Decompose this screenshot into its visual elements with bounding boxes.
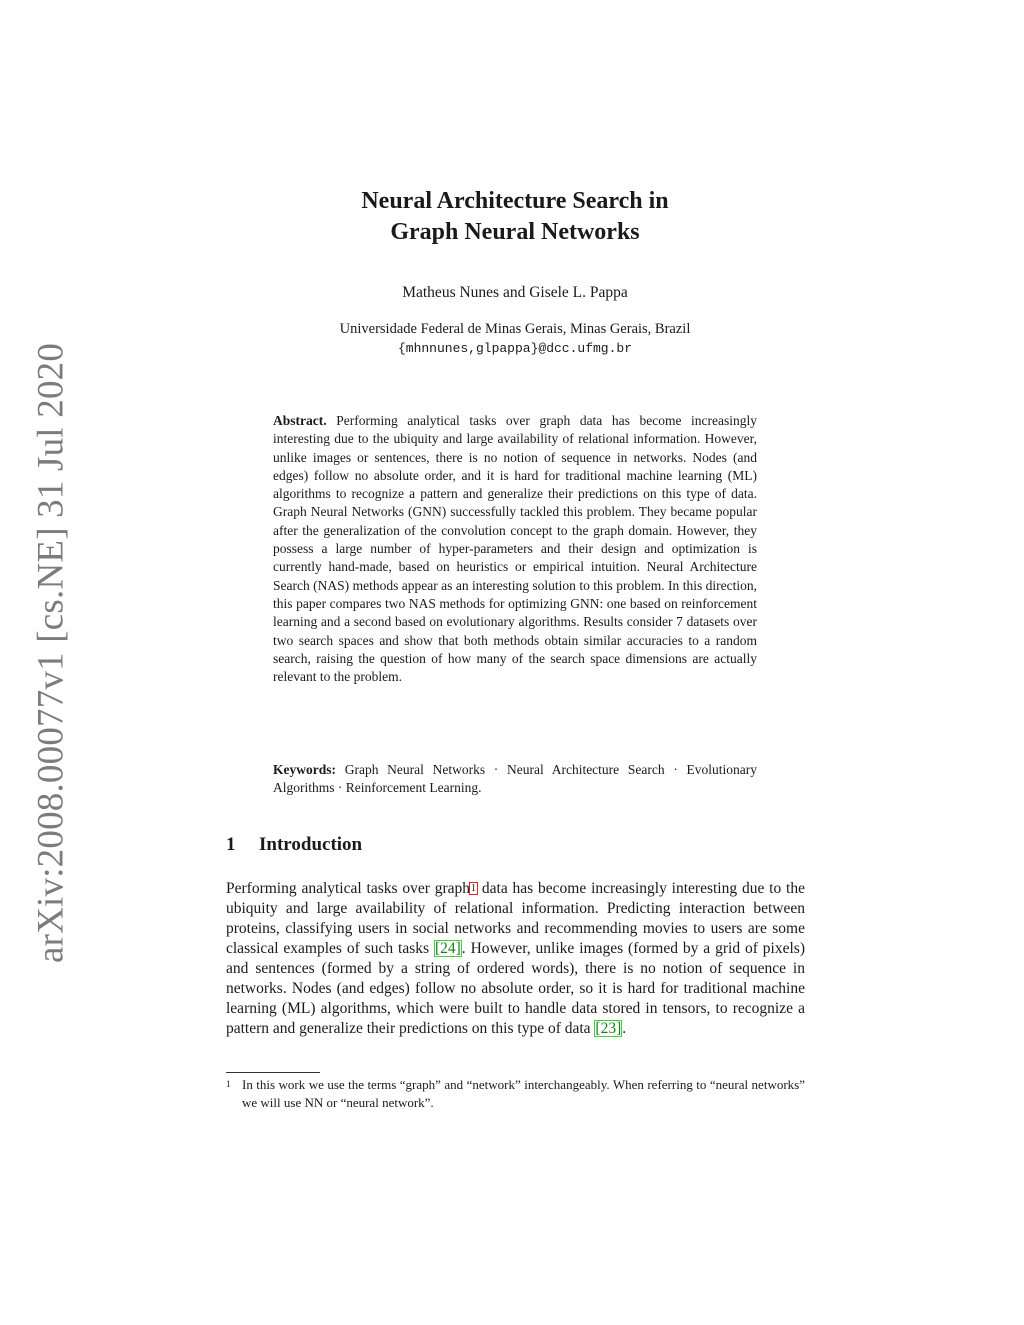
abstract-label: Abstract. (273, 413, 327, 428)
author-email: {mhnnunes,glpappa}@dcc.ufmg.br (397, 341, 633, 356)
arxiv-identifier: arXiv:2008.00077v1 [cs.NE] 31 Jul 2020 (30, 342, 72, 963)
footnote (226, 1076, 805, 1112)
keywords (273, 761, 757, 798)
abstract (273, 412, 757, 686)
footnote-mark: 1 (226, 1080, 231, 1090)
footnote-text: In this work we use the terms “graph” and “network” interchangeably. When referring to “neural networks” we will use NN or “neural network”. (242, 1077, 805, 1110)
affiliation-block (200, 319, 830, 359)
intro-text-2: data has become increasingly interesting due to the ubiquity and large availability of relational information. Predicting interaction between proteins, classifying users in social networks and recommending movies to users are some classical examples of such tasks (226, 880, 805, 957)
intro-text-3: . However, unlike images (formed by a grid of pixels) and sentences (formed by a string of ordered words), there is no notion of sequence in networks. Nodes (and edges) follow no absolute order, so it is hard for traditional machine learning (ML) algorithms, which were built to handle data stored in tensors, to recognize a pattern and generalize their predictions on this type of data (226, 940, 805, 1037)
keywords-text: Graph Neural Networks · Neural Architecture Search · Evolutionary Algorithms · Reinforcement Learning. (273, 762, 758, 796)
footnote-ref-link[interactable]: 1 (471, 883, 477, 894)
citation-link-24[interactable]: [24] (434, 940, 461, 957)
section-heading (226, 834, 362, 856)
intro-paragraph (226, 879, 805, 1039)
keywords-label: Keywords: (273, 762, 336, 777)
title-line-2: Graph Neural Networks (390, 219, 640, 245)
paper-title (200, 186, 830, 248)
affiliation: Universidade Federal de Minas Gerais, Minas Gerais, Brazil (339, 321, 691, 337)
citation-link-23[interactable]: [23] (595, 1020, 622, 1037)
title-line-1: Neural Architecture Search in (361, 188, 669, 214)
section-title: Introduction (259, 834, 363, 855)
intro-text-4: . (622, 1020, 627, 1037)
section-number: 1 (226, 834, 236, 855)
footnote-rule (226, 1072, 320, 1073)
authors: Matheus Nunes and Gisele L. Pappa (402, 284, 628, 301)
abstract-text: Performing analytical tasks over graph data has become increasingly interesting due to the ubiquity and large availability of relational information. However, unlike images or sentences, there is no notion of sequence in networks. Nodes (and edges) follow no absolute order, and it is hard for traditional machine learning (ML) algorithms to recognize a pattern and generalize their predictions on this type of data. Graph Neural Networks (GNN) successfully tackled this problem. They became popular after the generalization of the convolution concept to the graph domain. However, they possess a large number of hyper-parameters and their design and optimization is currently hand-made, based on heuristics or empirical intuition. Neural Architecture Search (NAS) methods appear as an interesting solution to this problem. In this direction, this paper compares two NAS methods for optimizing GNN: one based on reinforcement learning and a second based on evolutionary algorithms. Results consider 7 datasets over two search spaces and show that both methods obtain similar accuracies to a random search, raising the question of how many of the search space dimensions are actually relevant to the problem. (273, 413, 758, 685)
intro-text-1: Performing analytical tasks over graph (226, 880, 471, 897)
arxiv-sidebar (30, 342, 72, 963)
